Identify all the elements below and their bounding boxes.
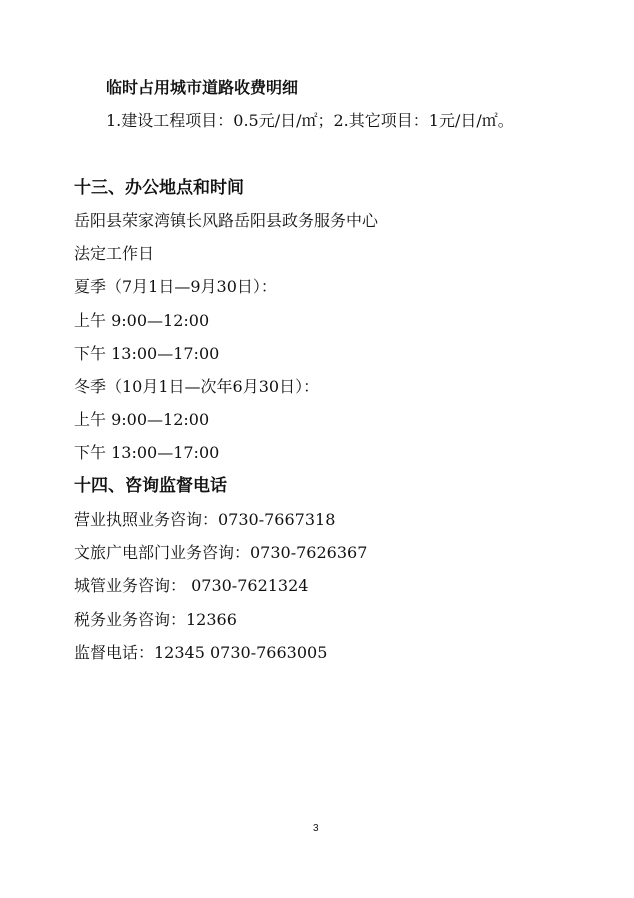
winter-afternoon: 下午 13:00—17:00 [74,443,220,462]
office-workdays: 法定工作日 [74,244,155,263]
summer-morning: 上午 9:00—12:00 [74,311,210,330]
contact-item: 营业执照业务咨询：0730-7667318 [74,510,336,529]
office-heading: 十三、办公地点和时间 [74,178,244,198]
fee-title: 临时占用城市道路收费明细 [106,78,299,97]
contact-item: 文旅广电部门业务咨询：0730-7626367 [74,543,368,562]
contact-item: 税务业务咨询：12366 [74,610,237,629]
summer-label: 夏季（7月1日—9月30日）： [74,277,277,296]
office-address: 岳阳县荣家湾镇长风路岳阳县政务服务中心 [74,211,379,230]
contact-heading: 十四、咨询监督电话 [74,476,227,496]
winter-label: 冬季（10月1日—次年6月30日）： [74,377,320,396]
contact-item: 监督电话：12345 0730-7663005 [74,643,328,662]
contact-item: 城管业务咨询： 0730-7621324 [74,576,309,595]
page-number: 3 [313,823,319,834]
winter-morning: 上午 9:00—12:00 [74,410,210,429]
fee-detail: 1.建设工程项目：0.5元/日/㎡；2.其它项目：1元/日/㎡。 [106,111,514,130]
summer-afternoon: 下午 13:00—17:00 [74,344,220,363]
